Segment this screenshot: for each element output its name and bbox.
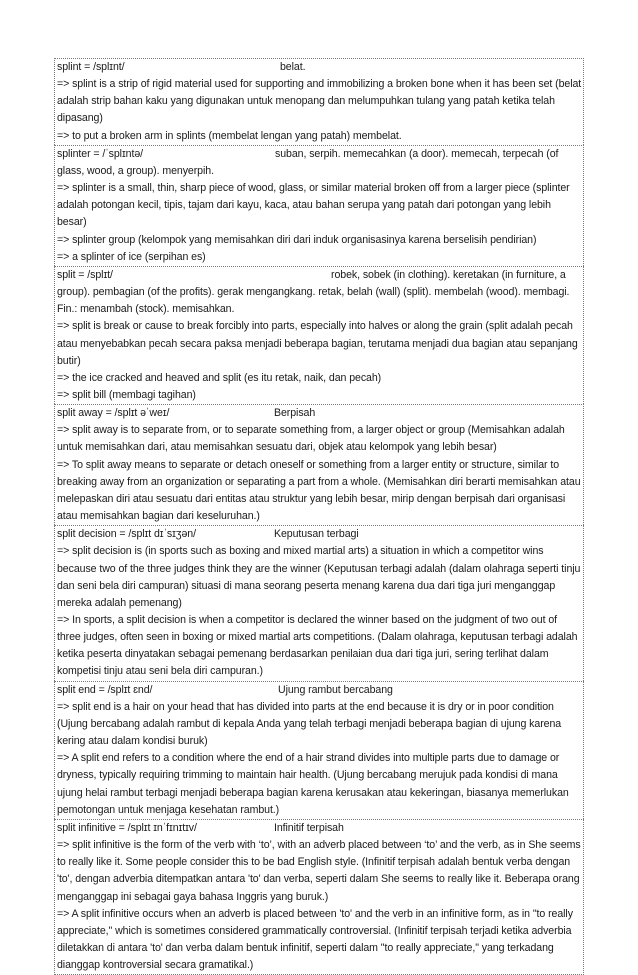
entry-head [57, 405, 582, 422]
entry-translation: Ujung rambut bercabang [278, 683, 393, 696]
entry-line: => split bill (membagi tagihan) [57, 388, 196, 401]
entry-head [57, 267, 582, 318]
entry-head [57, 59, 582, 76]
entry-line: => splint is a strip of rigid material used for supporting and immobilizing a broken bone when it has been set (belat adalah strip bahan kaku yang digunakan untuk menopang dan melumpuhkan tulang yang patah ketika telah dipasang) [57, 78, 582, 125]
entry-head [57, 820, 582, 837]
entry-line: => split is break or cause to break forcibly into parts, especially into halves or along the grain (split adalah pecah atau menyebabkan pecah secara paksa menjadi beberapa bagian, terutama menjadi dua bagian atau sepanjang butir) [57, 320, 578, 367]
dictionary-page [54, 58, 584, 975]
entry-term: split away = /splɪt əˈweɪ/ [57, 407, 170, 420]
entry-split-away [54, 404, 584, 525]
entry-term: splint = /splɪnt/ [57, 61, 125, 73]
entry-translation: Keputusan terbagi [274, 528, 359, 541]
entry-line: => split end is a hair on your head that has divided into parts at the end because it is dry or in poor condition (Ujung bercabang adalah rambut di kepala Anda yang telah terbagi menjadi beberapa bagian di ujung karena kering atau dalam kondisi buruk) [57, 700, 562, 748]
entry-translation: Berpisah [274, 407, 316, 420]
entry-line: => split decision is (in sports such as boxing and mixed martial arts) a situation in which a competitor wins because two of the three judges think they are the winner (Keputusan terbagi adalah (dalam olahraga seperti tinju dan seni bela diri campuran) situasi di mana seorang peserta menang karena dua dari tiga juri menganggap mereka adalah pemenang) [57, 545, 581, 609]
entry-line: => A split end refers to a condition where the end of a hair strand divides into multiple parts due to damage or dryness, typically requiring trimming to maintain hair health. (Ujung bercabang merujuk pada kondisi di mana ujung helai rambut terbagi menjadi beberapa bagian karena kerusakan atau kekeringan, biasanya memerlukan pemotongan untuk menjaga kesehatan rambut.) [57, 752, 569, 816]
entry-head [57, 146, 582, 180]
entry-split-infinitive [54, 819, 584, 975]
entry-head [57, 682, 582, 699]
entry-translation: robek, sobek (in clothing). keretakan (in furniture, a group). pembagian (of the profits). gerak mengangkang. retak, belah (wall) (split). membelah (wood). membagi. Fin.: menambah (stock). memisahkan. [57, 268, 570, 316]
entry-line: => splinter is a small, thin, sharp piece of wood, glass, or similar material broken off from a larger piece (splinter adalah potongan kecil, tipis, tajam dari kayu, kaca, atau bahan serupa yang patah dari potongan yang lebih besar) [57, 182, 570, 229]
entry-splinter [54, 145, 584, 266]
entry-splint [54, 58, 584, 145]
entry-line: => splinter group (kelompok yang memisahkan diri dari induk organisasinya karena berselisih pendirian) [57, 233, 537, 246]
entry-translation: belat. [280, 61, 306, 73]
entry-head [57, 526, 582, 543]
entry-split [54, 266, 584, 404]
entry-line: => a splinter of ice (serpihan es) [57, 250, 206, 263]
entry-term: split end = /splɪt ɛnd/ [57, 683, 153, 696]
entry-line: => split away is to separate from, or to separate something from, a larger object or group (Memisahkan adalah untuk memisahkan dari, atau memisahkan sesuatu dari, objek atau kelompok yang lebih besar) [57, 424, 565, 454]
entry-term: split infinitive = /splɪt ɪnˈfɪnɪtɪv/ [57, 821, 197, 834]
entry-split-end [54, 681, 584, 819]
entry-line: => split infinitive is the form of the verb with ‘to’, with an adverb placed between ‘to’ and the verb, as in She seems to really like it. Some people consider this to be bad English style. (Infinitif terpisah adalah bentuk verba dengan 'to', dengan adverbia ditempatkan antara 'to' dan verba, seperti dalam She seems to really like it. Beberapa orang menganggap ini sebagai gaya bahasa Inggris yang buruk.) [57, 839, 581, 903]
entry-line: => the ice cracked and heaved and split (es itu retak, naik, dan pecah) [57, 371, 382, 384]
entry-line: => to put a broken arm in splints (membelat lengan yang patah) membelat. [57, 129, 402, 142]
entry-term: splinter = /ˈsplɪntə/ [57, 147, 143, 160]
entry-split-decision [54, 525, 584, 680]
entry-line: => To split away means to separate or detach oneself or something from a larger entity or structure, similar to breaking away from an organization or separating a part from a whole. (Memisahkan diri berarti memisahkan atau melepaskan diri atau sesuatu dari entitas atau struktur yang lebih besar, mirip dengan berpisah dari organisasi atau memisahkan bagian dari keseluruhan.) [57, 458, 581, 523]
entry-translation: suban, serpih. memecahkan (a door). memecah, terpecah (of glass, wood, a group). menyerpih. [57, 147, 559, 177]
entry-line: => A split infinitive occurs when an adverb is placed between 'to' and the verb in an infinitive form, as in "to really appreciate," which is sometimes considered grammatically controversial. (Infinitif terpisah terjadi ketika adverbia diletakkan di antara 'to' dan verba dalam bentuk infinitif, seperti dalam "to really appreciate," yang terkadang dianggap kontroversial secara gramatikal.) [57, 907, 573, 972]
entry-term: split decision = /splɪt dɪˈsɪʒən/ [57, 528, 196, 541]
entry-translation: Infinitif terpisah [274, 821, 344, 834]
entry-line: => In sports, a split decision is when a competitor is declared the winner based on the judgment of two out of three judges, often seen in boxing or mixed martial arts competitions. (Dalam olahraga, keputusan terbagi adalah ketika peserta dinyatakan sebagai pemenang berdasarkan penilaian dua dari tiga juri, sering terlihat dalam kompetisi tinju atau seni bela diri campuran.) [57, 614, 578, 678]
entry-term: split = /splɪt/ [57, 268, 113, 281]
